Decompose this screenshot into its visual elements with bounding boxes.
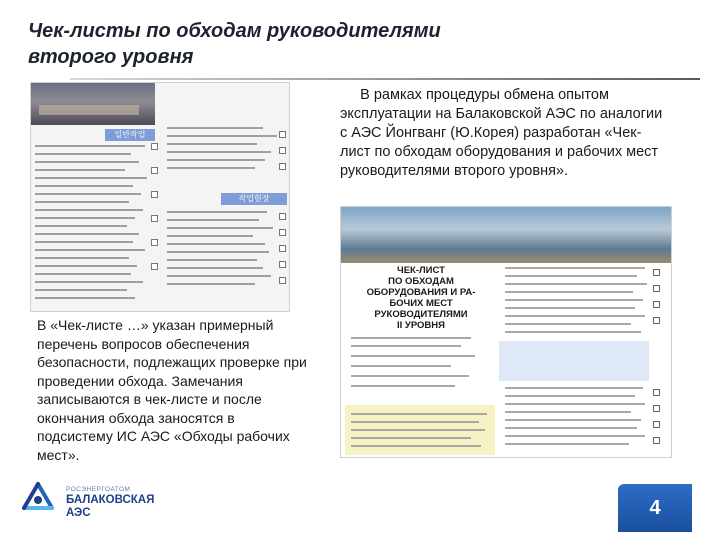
logo-text bbox=[66, 486, 154, 520]
korean-header-general: 일반작업 bbox=[105, 129, 155, 141]
slide-title-line1: Чек-листы по обходам руководителями bbox=[28, 20, 441, 42]
logo-line1: БАЛАКОВСКАЯ bbox=[66, 494, 155, 506]
atom-logo-icon bbox=[18, 480, 58, 520]
korean-checklist-image bbox=[30, 82, 290, 312]
plant-photo bbox=[31, 83, 155, 125]
slide-title bbox=[28, 18, 588, 70]
equipment-section-box bbox=[499, 341, 649, 381]
russian-checklist-image bbox=[340, 206, 672, 458]
station-photo bbox=[341, 207, 671, 263]
description-text: В рамках процедуры обмена опытом эксплуатации на Балаковской АЭС по аналогии с АЭС Йонгванг (Ю.Корея) разработан «Чек-лист по обходам оборудования и рабочих мест руководителями второго уровня». bbox=[340, 87, 667, 179]
title-divider bbox=[70, 78, 700, 80]
page-number: 4 bbox=[618, 484, 692, 532]
korean-header-site: 작업현장 bbox=[221, 193, 287, 205]
logo-line2: АЭС bbox=[66, 507, 91, 519]
note-text: В «Чек-листе …» указан примерный перечень вопросов обеспечения безопасности, подлежащих проверке при проведении обхода. Замечания записываются в чек-листе и после окончания обхода заносятся в подсистему ИС АЭС «Обходы рабочих мест». bbox=[37, 317, 307, 463]
slide-title-line2: второго уровня bbox=[28, 46, 194, 68]
checklist-doc-title: ЧЕК-ЛИСТ ПО ОБХОДАМ ОБОРУДОВАНИЯ И РА- БОЧИХ МЕСТ РУКОВОДИТЕЛЯМИ II УРОВНЯ bbox=[366, 265, 476, 331]
logo-company: РОСЭНЕРГОАТОМ bbox=[66, 486, 131, 493]
